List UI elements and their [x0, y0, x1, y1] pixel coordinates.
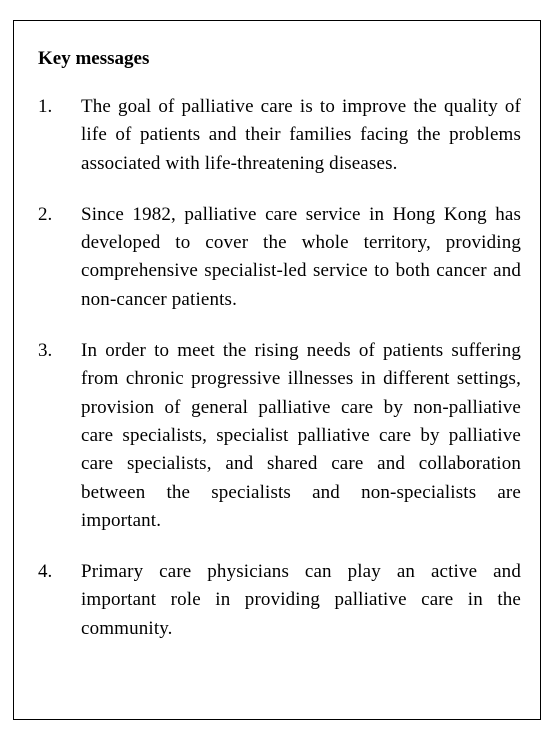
key-messages-heading: Key messages [38, 48, 150, 69]
list-item [38, 558, 521, 643]
key-messages-box [13, 20, 541, 720]
list-item-text: In order to meet the rising needs of patients suffering from chronic progressive illnesses in different settings, provision of general palliative care by non-palliative care specialists, specialist palliative care by palliative care specialists, and shared care and collaboration between the specialists and non-specialists are important. [81, 340, 521, 531]
list-item-number: 2. [38, 203, 53, 225]
key-messages-list [38, 93, 521, 666]
list-item-text: The goal of palliative care is to improve the quality of life of patients and their families facing the problems associated with life-threatening diseases. [81, 96, 521, 174]
list-item-number: 3. [38, 340, 53, 362]
list-item-number: 4. [38, 561, 53, 583]
list-item-text: Since 1982, palliative care service in Hong Kong has developed to cover the whole territory, providing comprehensive specialist-led service to both cancer and non-cancer patients. [81, 203, 521, 310]
list-item [38, 93, 521, 178]
list-item [38, 201, 521, 314]
list-item-text: Primary care physicians can play an active and important role in providing palliative care in the community. [81, 561, 521, 639]
list-item-number: 1. [38, 96, 53, 117]
list-item [38, 337, 521, 535]
